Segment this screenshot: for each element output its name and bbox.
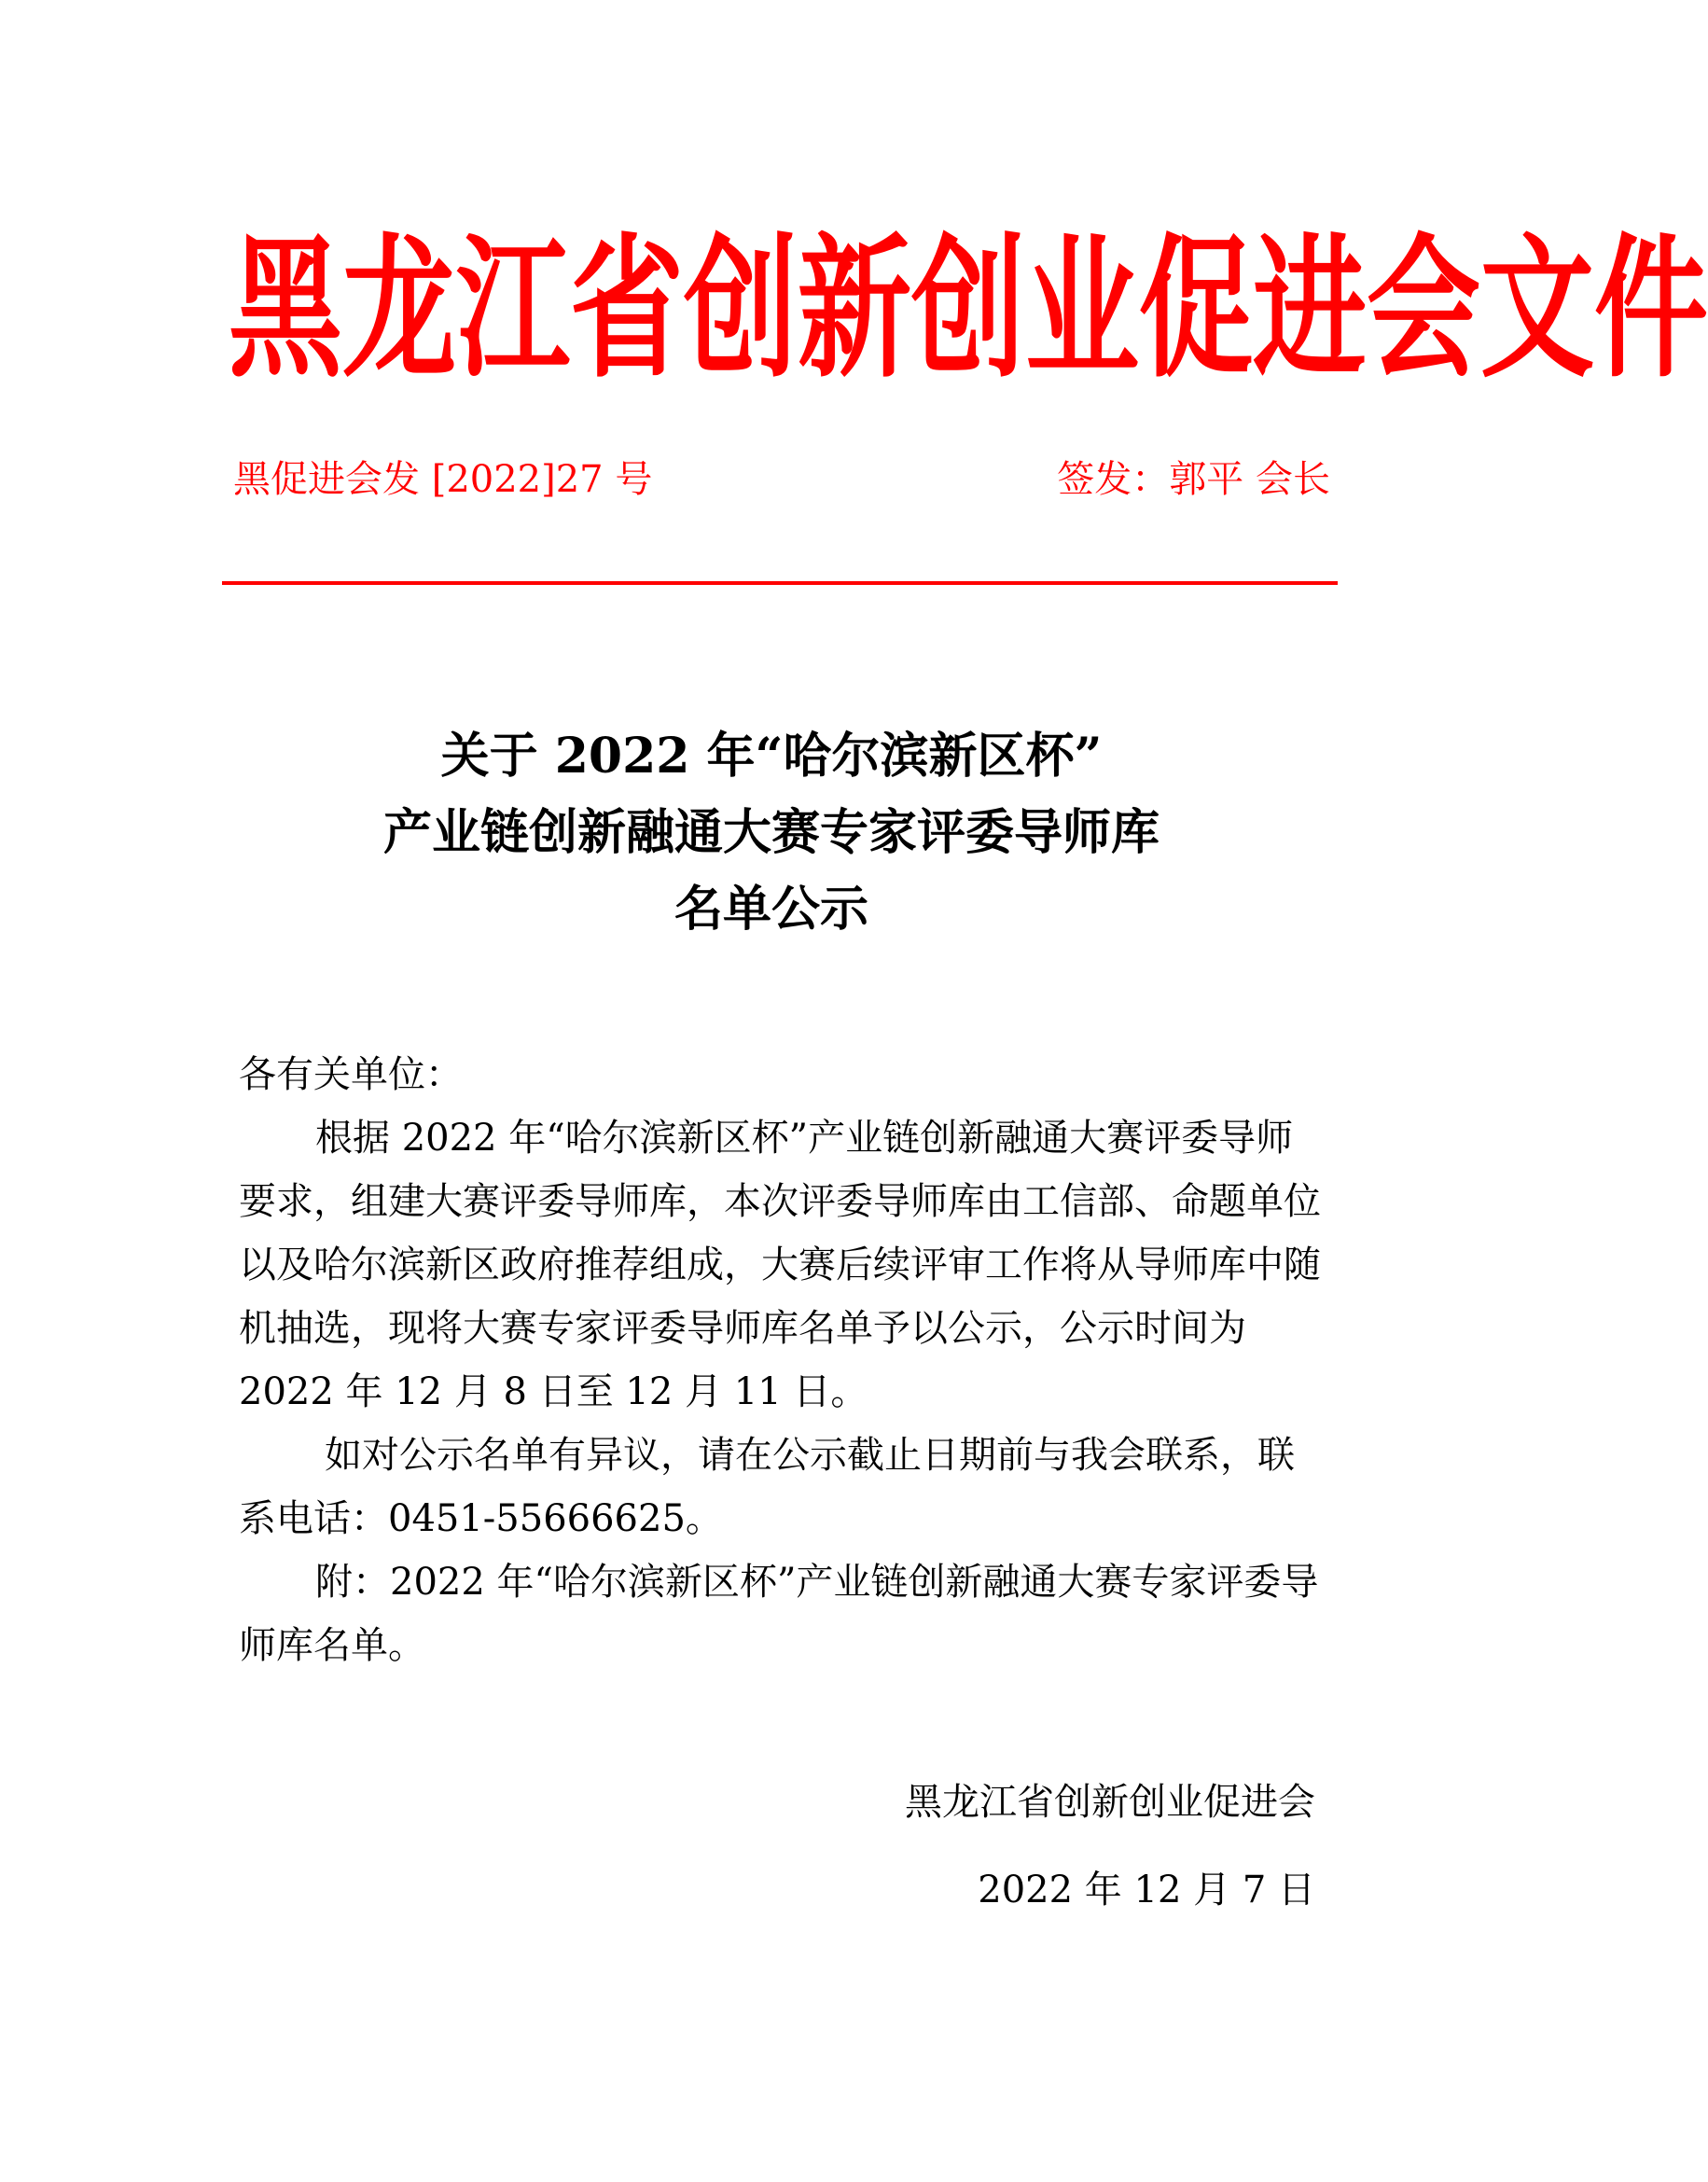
title-line-3: 名单公示 [673,881,868,938]
document-masthead: 黑龙江省创新创业促进会文件 [229,216,1708,399]
body-paragraph-1: 根据 2022 年“哈尔滨新区杯”产业链创新融通大赛评委导师要求，组建大赛评委导师库，本次评委导师库由工信部、命题单位以及哈尔滨新区政府推荐组成，大赛后续评审工作将从导师库中随机抽选，现将大赛专家评委导师库名单予以公示，公示时间为 2022 年 12 月 8 日至 12 月 11 日。 [239,1117,1321,1413]
header-divider [222,581,1338,585]
body-paragraph-2: 如对公示名单有异议，请在公示截止日期前与我会联系，联系电话：0451-55666625。 [239,1434,1295,1540]
document-body [239,1043,1323,1677]
salutation: 各有关单位： [239,1053,463,1096]
document-number: 黑促进会发 [2022]27 号 [233,458,653,501]
title-line-1: 关于 2022 年“哈尔滨新区杯” [440,728,1103,785]
document-date: 2022 年 12 月 7 日 [978,1869,1315,1911]
document-title [0,718,1543,948]
title-line-2: 产业链创新融通大赛专家评委导师库 [382,804,1159,861]
signing-organization: 黑龙江省创新创业促进会 [905,1781,1315,1824]
body-paragraph-3: 附：2022 年“哈尔滨新区杯”产业链创新融通大赛专家评委导师库名单。 [239,1561,1319,1667]
signer: 签发：郭平 会长 [1057,458,1330,501]
